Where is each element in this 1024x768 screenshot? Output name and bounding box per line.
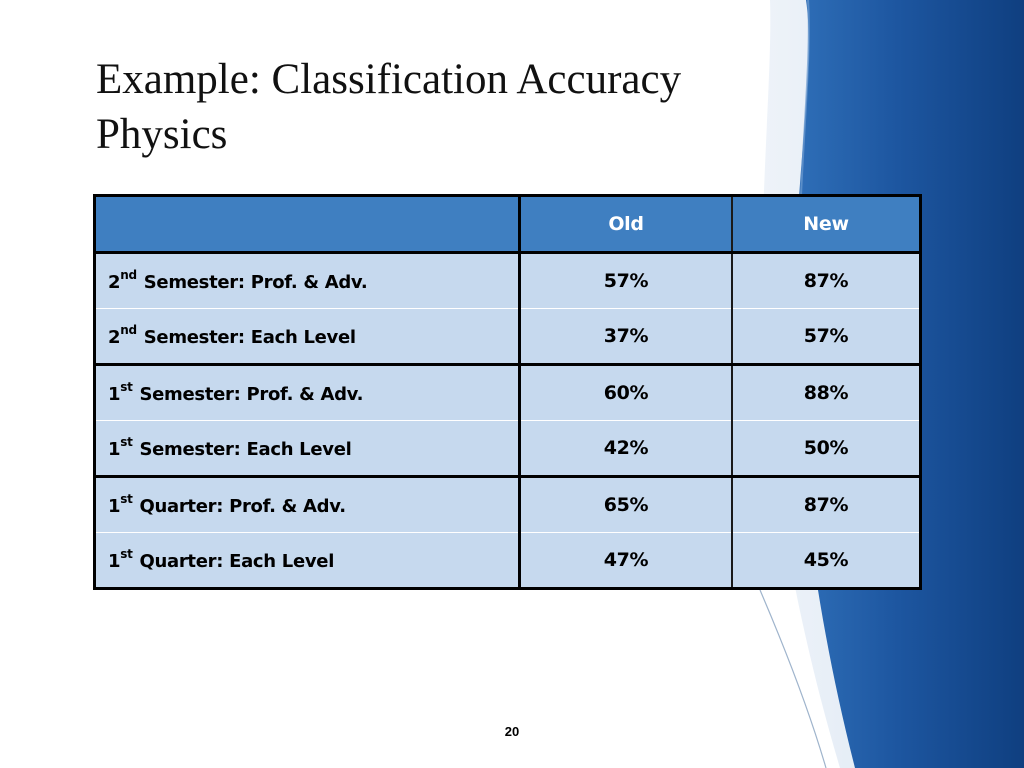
slide-title-line-1: Example: Classification Accuracy bbox=[96, 56, 682, 103]
row-label-text: Quarter: Prof. & Adv. bbox=[139, 495, 346, 517]
cell-old: 42% bbox=[520, 421, 733, 477]
table-row bbox=[95, 253, 921, 309]
row-ordinal: 1 bbox=[108, 438, 121, 460]
row-ordinal-suffix: st bbox=[120, 546, 133, 561]
row-ordinal-suffix: st bbox=[120, 491, 133, 506]
row-ordinal: 1 bbox=[108, 495, 121, 517]
cell-new: 87% bbox=[732, 477, 921, 533]
column-header-label bbox=[95, 196, 520, 253]
cell-old: 60% bbox=[520, 365, 733, 421]
cell-old: 47% bbox=[520, 533, 733, 589]
cell-new: 50% bbox=[732, 421, 921, 477]
cell-new: 88% bbox=[732, 365, 921, 421]
cell-new: 57% bbox=[732, 309, 921, 365]
table-row bbox=[95, 533, 921, 589]
column-header-old: Old bbox=[520, 196, 733, 253]
cell-new: 87% bbox=[732, 253, 921, 309]
row-ordinal-suffix: nd bbox=[120, 267, 137, 282]
row-label-text: Semester: Prof. & Adv. bbox=[143, 271, 368, 293]
slide-title-line-2: Physics bbox=[96, 111, 228, 158]
row-label bbox=[95, 421, 520, 477]
column-header-new: New bbox=[732, 196, 921, 253]
page-number: 20 bbox=[504, 724, 520, 739]
accuracy-table bbox=[93, 194, 922, 590]
table-row bbox=[95, 365, 921, 421]
slide-title bbox=[96, 52, 681, 162]
table-row bbox=[95, 309, 921, 365]
cell-old: 37% bbox=[520, 309, 733, 365]
row-label-text: Semester: Each Level bbox=[143, 326, 356, 348]
row-label bbox=[95, 309, 520, 365]
row-ordinal: 2 bbox=[108, 326, 121, 348]
cell-old: 57% bbox=[520, 253, 733, 309]
cell-old: 65% bbox=[520, 477, 733, 533]
row-ordinal-suffix: st bbox=[120, 379, 133, 394]
row-label-text: Quarter: Each Level bbox=[139, 550, 335, 572]
row-ordinal-suffix: st bbox=[120, 434, 133, 449]
row-label-text: Semester: Each Level bbox=[139, 438, 352, 460]
row-label bbox=[95, 253, 520, 309]
row-label-text: Semester: Prof. & Adv. bbox=[139, 383, 364, 405]
cell-new: 45% bbox=[732, 533, 921, 589]
row-ordinal: 2 bbox=[108, 271, 121, 293]
row-ordinal-suffix: nd bbox=[120, 322, 137, 337]
table-row bbox=[95, 421, 921, 477]
row-ordinal: 1 bbox=[108, 550, 121, 572]
table-header-row bbox=[95, 196, 921, 253]
row-ordinal: 1 bbox=[108, 383, 121, 405]
row-label bbox=[95, 477, 520, 533]
table-row bbox=[95, 477, 921, 533]
row-label bbox=[95, 365, 520, 421]
row-label bbox=[95, 533, 520, 589]
